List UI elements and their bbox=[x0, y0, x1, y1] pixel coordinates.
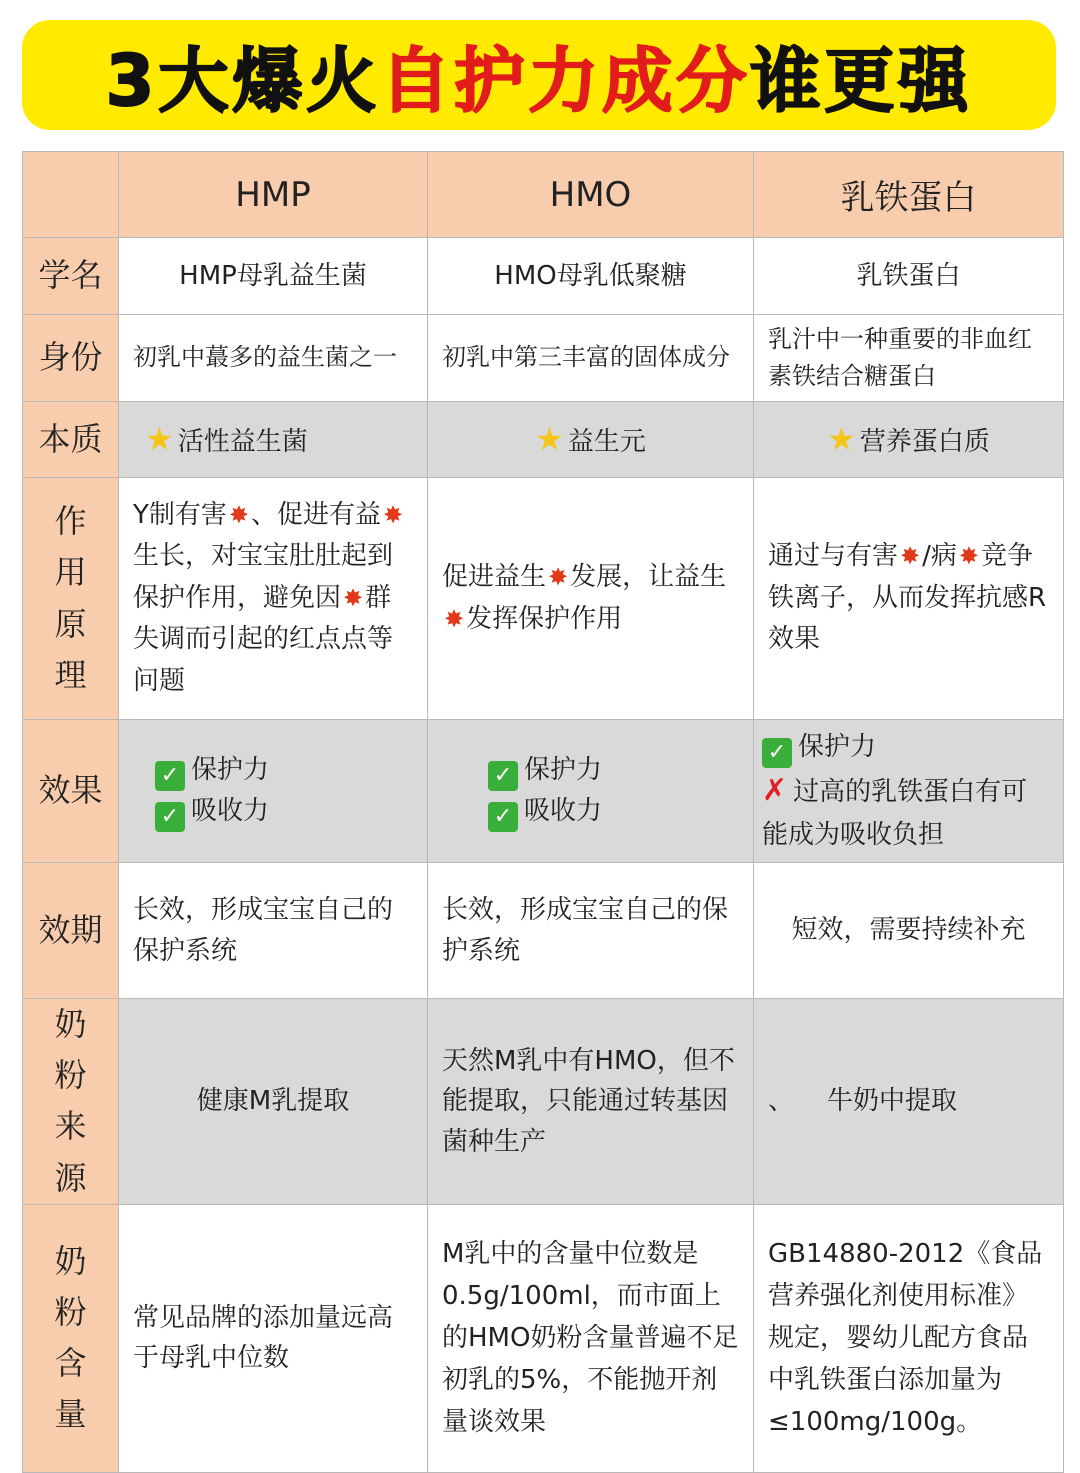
table-cell bbox=[428, 402, 754, 478]
table-cell bbox=[119, 402, 428, 478]
table-cell: HMP母乳益生菌 bbox=[119, 238, 428, 315]
column-header-lactoferrin: 乳铁蛋白 bbox=[754, 152, 1064, 238]
check-mark-button-icon: ✓ bbox=[488, 802, 518, 832]
collision-emoji-icon: ✸ bbox=[343, 583, 364, 612]
star-emoji-icon: ★ bbox=[145, 419, 174, 458]
cell-text: 群失调而引起的红点点等问题 bbox=[133, 582, 394, 696]
cell-text: 竞争铁离子，从而发挥抗感R效果 bbox=[768, 541, 1047, 655]
row-label: 身份 bbox=[23, 315, 119, 402]
cell-text: 保护力 bbox=[191, 755, 270, 785]
cell-text: 、促进有益 bbox=[251, 499, 382, 530]
table-cell: HMO母乳低聚糖 bbox=[428, 238, 754, 315]
table-cell bbox=[119, 478, 428, 720]
table-cell: GB14880-2012《食品营养强化剂使用标准》规定，婴幼儿配方食品中乳铁蛋白添加量为≤100mg/100g。 bbox=[754, 1204, 1064, 1472]
row-label: 奶粉含量 bbox=[23, 1204, 119, 1472]
check-mark-button-icon: ✓ bbox=[155, 802, 185, 832]
cell-text: 益生元 bbox=[567, 426, 646, 457]
title-banner bbox=[22, 20, 1056, 130]
table-cell: 初乳中第三丰富的固体成分 bbox=[428, 315, 754, 402]
title-prefix: 3大爆火 bbox=[105, 39, 381, 122]
cell-text: 生长，对宝宝肚肚起到保护作用，避免因 bbox=[133, 541, 394, 613]
cell-text: 发挥保护作用 bbox=[466, 603, 623, 634]
table-cell bbox=[754, 720, 1064, 863]
column-header-hmo: HMO bbox=[428, 152, 754, 238]
table-cell: 乳铁蛋白 bbox=[754, 238, 1064, 315]
table-cell: 长效，形成宝宝自己的保护系统 bbox=[428, 863, 754, 999]
cell-text: 吸收力 bbox=[524, 796, 603, 826]
column-header-hmp: HMP bbox=[119, 152, 428, 238]
collision-emoji-icon: ✸ bbox=[900, 542, 921, 571]
title-highlight: 自护力成分 bbox=[380, 39, 751, 122]
table-cell: 初乳中蕞多的益生菌之一 bbox=[119, 315, 428, 402]
check-mark-button-icon: ✓ bbox=[155, 761, 185, 791]
row-label: 效期 bbox=[23, 863, 119, 999]
corner-cell bbox=[23, 152, 119, 238]
page-title bbox=[106, 25, 973, 126]
title-suffix: 谁更强 bbox=[750, 39, 973, 122]
cell-text: 保护力 bbox=[798, 732, 877, 763]
table-row bbox=[23, 720, 1064, 863]
table-cell bbox=[754, 478, 1064, 720]
cell-text: 过高的乳铁蛋白有可能成为吸收负担 bbox=[762, 777, 1028, 850]
table-cell: 、 牛奶中提取 bbox=[754, 999, 1064, 1205]
row-label: 本质 bbox=[23, 402, 119, 478]
cell-text: 保护力 bbox=[524, 755, 603, 785]
table-cell: 健康M乳提取 bbox=[119, 999, 428, 1205]
cell-text: 活性益生菌 bbox=[177, 426, 308, 457]
header-row bbox=[23, 152, 1064, 238]
cell-text: /病 bbox=[922, 541, 957, 572]
table-cell bbox=[428, 478, 754, 720]
cell-text: 通过与有害 bbox=[768, 541, 899, 572]
table-cell: 短效，需要持续补充 bbox=[754, 863, 1064, 999]
table-row bbox=[23, 863, 1064, 999]
table-row bbox=[23, 315, 1064, 402]
table-cell: 乳汁中一种重要的非血红素铁结合糖蛋白 bbox=[754, 315, 1064, 402]
collision-emoji-icon: ✸ bbox=[958, 542, 979, 571]
table-row bbox=[23, 402, 1064, 478]
collision-emoji-icon: ✸ bbox=[383, 500, 404, 529]
table-cell: 常见品牌的添加量远高于母乳中位数 bbox=[119, 1204, 428, 1472]
cell-text: Y制有害 bbox=[133, 499, 227, 530]
cross-mark-icon: ✗ bbox=[762, 773, 788, 809]
cell-text: 发展，让益生 bbox=[570, 561, 727, 592]
table-cell: 长效，形成宝宝自己的保护系统 bbox=[119, 863, 428, 999]
table-row bbox=[23, 478, 1064, 720]
table-row bbox=[23, 1204, 1064, 1472]
collision-emoji-icon: ✸ bbox=[228, 500, 249, 529]
row-label: 作用原理 bbox=[23, 478, 119, 720]
table-row bbox=[23, 238, 1064, 315]
row-label: 奶粉来源 bbox=[23, 999, 119, 1205]
check-mark-button-icon: ✓ bbox=[488, 761, 518, 791]
cell-text: 促进益生 bbox=[442, 561, 547, 592]
cell-text: 吸收力 bbox=[191, 796, 270, 826]
table-cell: M乳中的含量中位数是0.5g/100ml，而市面上的HMO奶粉含量普遍不足初乳的5%，不能抛开剂量谈效果 bbox=[428, 1204, 754, 1472]
table-cell bbox=[428, 720, 754, 863]
table-cell: 天然M乳中有HMO，但不能提取，只能通过转基因菌种生产 bbox=[428, 999, 754, 1205]
check-mark-button-icon: ✓ bbox=[762, 738, 792, 768]
cell-text: 营养蛋白质 bbox=[859, 426, 990, 457]
table-cell bbox=[754, 402, 1064, 478]
table-cell bbox=[119, 720, 428, 863]
star-emoji-icon: ★ bbox=[827, 419, 856, 458]
comparison-table bbox=[22, 151, 1064, 1473]
collision-emoji-icon: ✸ bbox=[444, 604, 465, 633]
row-label: 学名 bbox=[23, 238, 119, 315]
row-label: 效果 bbox=[23, 720, 119, 863]
table-row bbox=[23, 999, 1064, 1205]
star-emoji-icon: ★ bbox=[535, 419, 564, 458]
collision-emoji-icon: ✸ bbox=[548, 562, 569, 591]
